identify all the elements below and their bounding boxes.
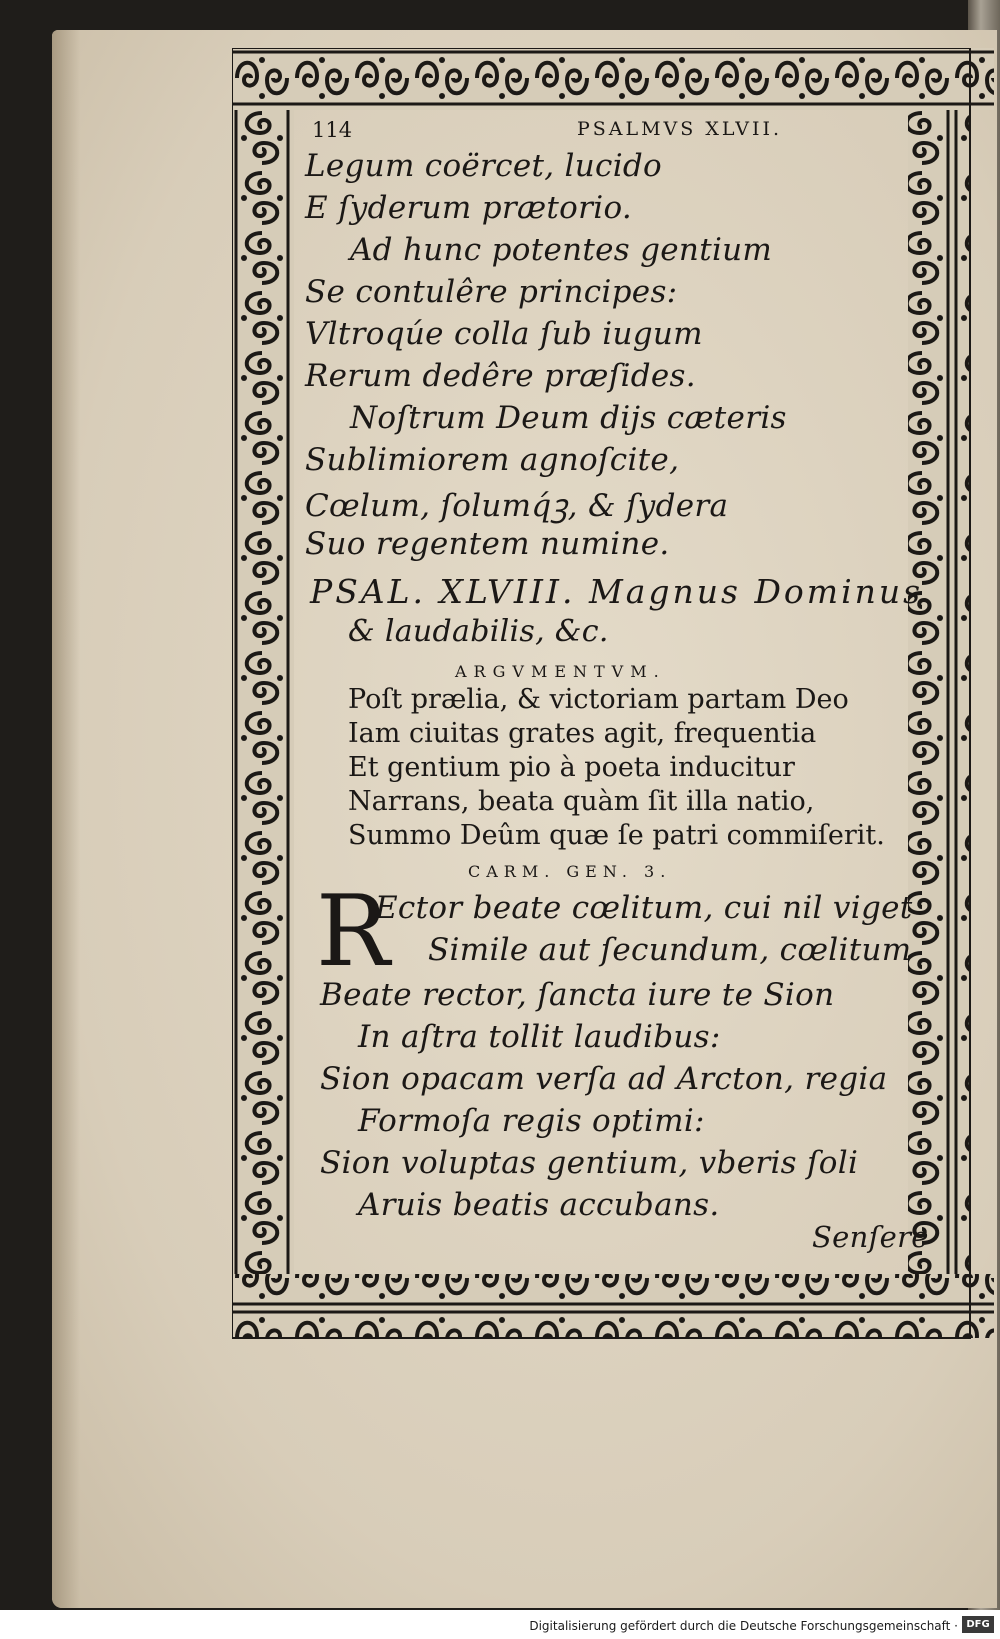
verse-line: Formoſa regis optimi: xyxy=(358,1103,705,1139)
verse-line: In aſtra tollit laudibus: xyxy=(358,1019,721,1055)
argumentum-line: Narrans, beata quàm ſit illa natio, xyxy=(348,786,815,817)
verse-line: Sion voluptas gentium, vberis ſoli xyxy=(320,1145,859,1181)
verse-line: Suo regentem numine. xyxy=(305,526,670,562)
carmen-label: CARM. GEN. 3. xyxy=(468,862,672,881)
funding-credit: Digitalisierung gefördert durch die Deutsche Forschungsgemeinschaft · xyxy=(529,1619,958,1633)
verse-line: Rerum dedêre præſides. xyxy=(305,358,696,394)
verse-line: Ad hunc potentes gentium xyxy=(350,232,773,268)
page-number: 114 xyxy=(312,118,353,142)
running-title: PSALMVS XLVII. xyxy=(576,118,782,140)
verse-line: Se contulêre principes: xyxy=(305,274,678,310)
psalm-heading: PSAL. XLVIII. Magnus Dominus xyxy=(310,572,924,611)
argumentum-line: Iam ciuitas grates agit, frequentia xyxy=(348,718,817,749)
drop-cap: R xyxy=(316,875,390,989)
catchword: Senſere xyxy=(812,1220,929,1254)
argumentum-line: Et gentium pio à poeta inducitur xyxy=(348,752,795,783)
argumentum-label: ARGVMENTVM. xyxy=(455,662,666,681)
verse-line: E ſyderum prætorio. xyxy=(305,190,633,226)
verse-line: Noſtrum Deum dijs cæteris xyxy=(350,400,787,436)
verse-line: Vltroqúe colla ſub iugum xyxy=(305,316,703,352)
running-head xyxy=(312,118,782,142)
argumentum-line: Summo Deûm quæ ſe patri commiſerit. xyxy=(348,820,885,851)
argumentum-line: Poſt prælia, & victoriam partam Deo xyxy=(348,684,849,715)
psalm-incipit: & laudabilis, &c. xyxy=(348,614,609,649)
verse-line: Cœlum, ſolumq́ꝫ, & ſydera xyxy=(305,488,729,524)
verse-line: Aruis beatis accubans. xyxy=(358,1187,720,1223)
verse-line: Beate rector, ſancta iure te Sion xyxy=(320,977,835,1013)
verse-line: Simile aut ſecundum, cœlitum xyxy=(428,932,912,968)
verse-line: Sion opacam verſa ad Arcton, regia xyxy=(320,1061,888,1097)
verse-line: Sublimiorem agnoſcite, xyxy=(305,442,680,478)
verse-line: Ector beate cœlitum, cui nil viget xyxy=(375,890,913,926)
verse-line: Legum coërcet, lucido xyxy=(305,148,663,184)
dfg-logo: DFG xyxy=(962,1616,994,1633)
